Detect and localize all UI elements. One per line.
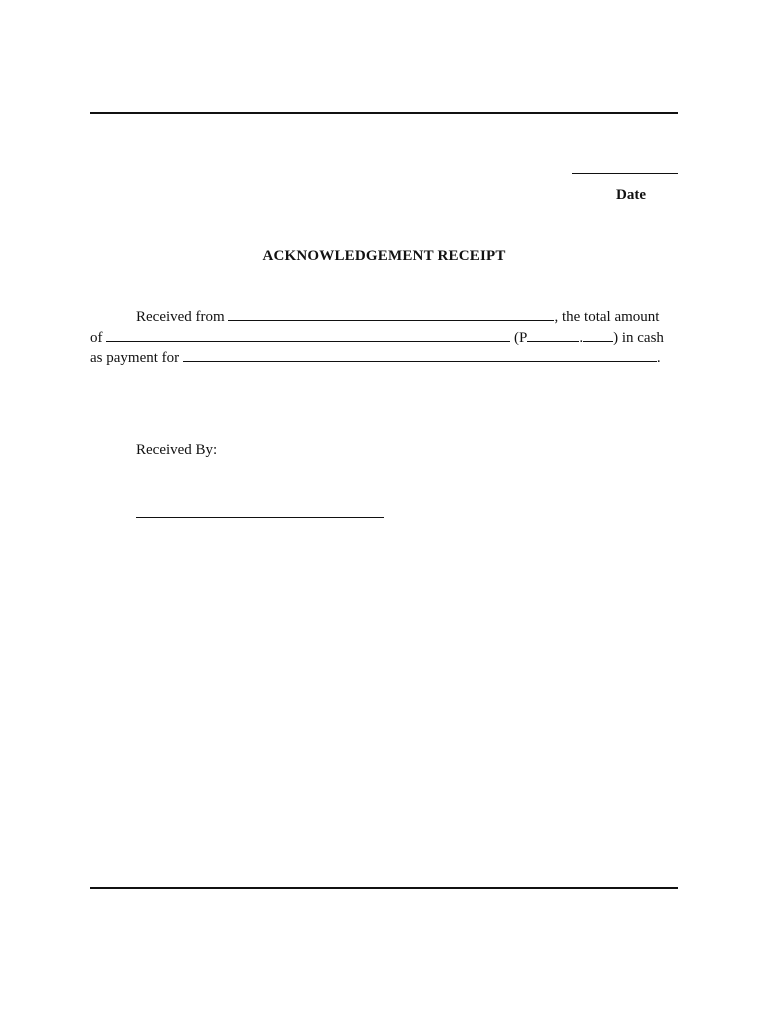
bottom-rule — [90, 887, 678, 889]
receipt-line-3 — [90, 350, 661, 367]
of-label: of — [90, 330, 103, 346]
top-rule — [90, 112, 678, 114]
decimal-separator: . — [579, 330, 584, 346]
in-cash-label: ) in cash — [613, 330, 664, 346]
amount-centavos-blank[interactable] — [583, 340, 613, 342]
date-blank-line[interactable] — [572, 173, 678, 174]
date-label: Date — [616, 187, 646, 203]
received-from-blank[interactable] — [228, 319, 554, 321]
received-from-label: Received from — [136, 309, 225, 325]
document-title: ACKNOWLEDGEMENT RECEIPT — [262, 248, 506, 264]
amount-in-words-blank[interactable] — [106, 340, 510, 342]
receipt-line-1 — [136, 309, 659, 326]
receipt-line-2 — [90, 330, 664, 347]
period-label: . — [656, 350, 661, 366]
signature-line[interactable] — [136, 517, 384, 518]
total-amount-label: , the total amount — [554, 309, 660, 325]
peso-open-label: (P — [514, 330, 528, 346]
received-by-label: Received By: — [136, 442, 218, 458]
payment-for-label: as payment for — [90, 350, 180, 366]
payment-for-blank[interactable] — [183, 360, 657, 362]
amount-pesos-blank[interactable] — [527, 340, 579, 342]
